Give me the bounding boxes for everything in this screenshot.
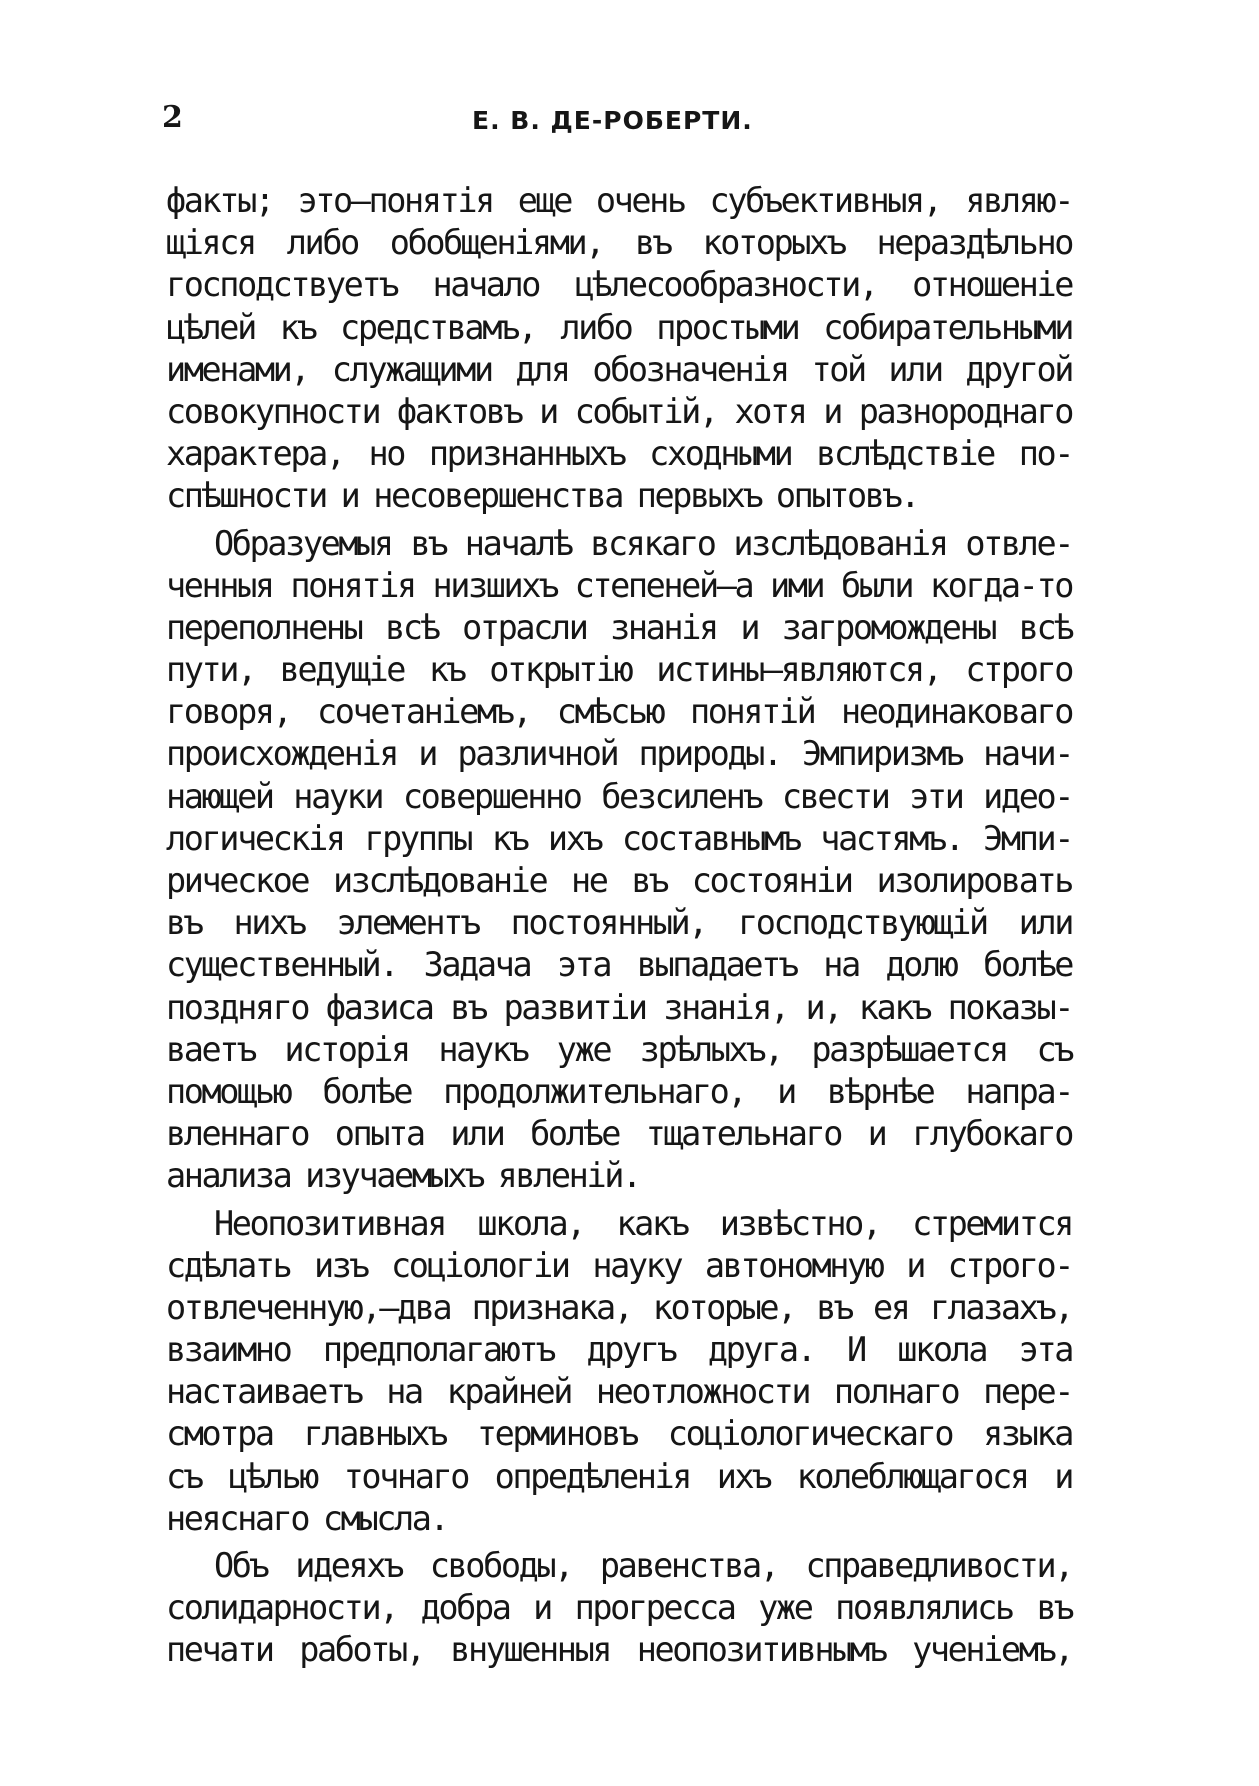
paragraph-1 <box>166 180 1072 518</box>
text-line: анализа изучаемыхъ явленій. <box>166 1156 640 1196</box>
text-line: существенный. Задача эта выпадаетъ на долю болѣе <box>166 945 1072 985</box>
text-line: факты; это—понятія еще очень субъективныя, являю- <box>166 181 1072 220</box>
body-text <box>166 180 1072 1672</box>
text-line: сдѣлать изъ соціологіи науку автономную и строго- <box>166 1245 1072 1285</box>
text-line: отвлеченную,—два признака, которые, въ ея глазахъ, <box>166 1287 1072 1327</box>
text-line: нающей науки совершенно безсиленъ свести эти идео- <box>166 776 1072 816</box>
text-line: логическія группы къ ихъ составнымъ частямъ. Эмпи- <box>166 818 1072 858</box>
text-line: именами, служащими для обозначенія той или другой <box>166 349 1072 389</box>
text-line: цѣлей къ средствамъ, либо простыми собирательными <box>166 307 1072 347</box>
text-line: спѣшности и несовершенства первыхъ опытовъ. <box>166 476 919 516</box>
text-line: характера, но признанныхъ сходными вслѣдствіе по- <box>166 434 1072 474</box>
text-line: ваетъ исторія наукъ уже зрѣлыхъ, разрѣшается съ <box>166 1029 1072 1069</box>
paragraph-2 <box>166 523 1072 1198</box>
text-line: взаимно предполагаютъ другъ друга. И школа эта <box>166 1330 1072 1370</box>
text-line: происхожденія и различной природы. Эмпиризмъ начи- <box>166 734 1072 774</box>
text-line: неяснаго смысла. <box>166 1498 448 1538</box>
text-line: господствуетъ начало цѣлесообразности, отношеніе <box>166 265 1072 305</box>
text-line: Объ идеяхъ свободы, равенства, справедливости, <box>214 1546 1072 1585</box>
text-line: рическое изслѣдованіе не въ состояніи изолировать <box>166 861 1072 900</box>
text-line: Образуемыя въ началѣ всякаго изслѣдованія отвле- <box>214 523 1072 563</box>
text-line: совокупности фактовъ и событій, хотя и разнороднаго <box>166 391 1072 431</box>
text-line: говоря, сочетаніемъ, смѣсью понятій неодинаковаго <box>166 692 1072 732</box>
text-line: переполнены всѣ отрасли знанія и загромождены всѣ <box>166 607 1072 647</box>
text-line: печати работы, внушенныя неопозитивнымъ ученіемъ, <box>166 1630 1072 1670</box>
paragraph-3 <box>166 1203 1072 1541</box>
running-title: Е. В. ДЕ-РОБЕРТИ. <box>472 106 753 135</box>
text-line: щіяся либо обобщеніями, въ которыхъ нераздѣльно <box>166 223 1072 263</box>
text-line: въ нихъ элементъ постоянный, господствующій или <box>166 903 1072 943</box>
paragraph-4 <box>166 1545 1072 1672</box>
text-line: солидарности, добра и прогресса уже появлялись въ <box>166 1588 1072 1628</box>
text-line: вленнаго опыта или болѣе тщательнаго и глубокаго <box>166 1114 1072 1154</box>
page-number: 2 <box>162 100 183 135</box>
text-line: Неопозитивная школа, какъ извѣстно, стремится <box>214 1203 1072 1243</box>
text-line: съ цѣлью точнаго опредѣленія ихъ колеблющагося и <box>166 1456 1072 1496</box>
text-line: пути, ведущіе къ открытію истины—являются, строго <box>166 650 1072 690</box>
text-line: ченныя понятія низшихъ степеней—а ими были когда-то <box>166 565 1072 605</box>
text-line: смотра главныхъ терминовъ соціологическаго языка <box>166 1414 1072 1454</box>
text-line: поздняго фазиса въ развитіи знанія, и, какъ показы- <box>166 987 1072 1027</box>
text-line: настаиваетъ на крайней неотложности полнаго пере- <box>166 1372 1072 1412</box>
text-line: помощью болѣе продолжительнаго, и вѣрнѣе напра- <box>166 1071 1072 1111</box>
running-head <box>162 100 1074 144</box>
